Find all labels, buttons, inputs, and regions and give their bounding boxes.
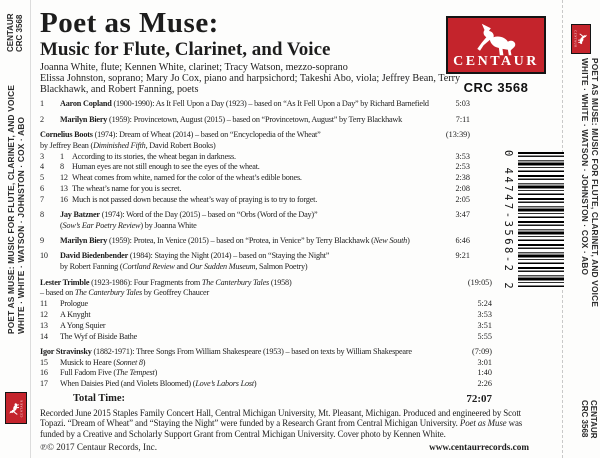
track-row [40, 195, 470, 206]
track-text: David Biedenbender (1984): Staying the Night (2014) – based on “Staying the Night” by Robert Fanning (Cortland Review and Our Sudden Museum, Salmon Poetry) [60, 251, 330, 272]
track-time: 9:21 [455, 251, 470, 261]
track-time: 5:24 [477, 299, 492, 309]
left-spine-title-line: WHITE · WHITE · WATSON · JOHNSTON · COX · ABO [15, 116, 26, 334]
track-row [40, 115, 470, 126]
track-number: 8 [40, 210, 44, 220]
album-subtitle: Music for Flute, Clarinet, and Voice [40, 39, 331, 60]
track-text: Much is not passed down because the wheat’s way of praying is to try to forget. [72, 194, 318, 204]
total-time-label: Total Time: [73, 393, 126, 405]
track-number: 17 [40, 379, 48, 389]
track-time: 3:47 [455, 210, 470, 220]
right-spine-catalog [580, 400, 598, 439]
track-row [40, 251, 470, 273]
right-spine-title-line: WHITE · WHITE · WATSON · JOHNSTON · COX · ABO [580, 58, 591, 276]
track-section [40, 251, 470, 273]
track-number: 13 [40, 320, 48, 330]
track-time: (19:05) [467, 277, 492, 287]
track-text: When Daisies Pied (and Violets Bloomed) (Love’s Labors Lost) [60, 379, 257, 389]
track-text: Lester Trimble (1923-1986): Four Fragments from The Canterbury Tales (1958) – based on The Canterbury Tales by Geoffrey Chaucer [40, 277, 292, 298]
track-number: 4 [40, 162, 44, 172]
track-text: A Knyght [60, 309, 91, 319]
left-spine-catalog [6, 13, 24, 52]
track-time: 2:26 [477, 379, 492, 389]
track-number: 15 [40, 357, 48, 367]
performer-credits [40, 63, 492, 95]
track-row [40, 236, 470, 247]
poem-number: 8 [60, 162, 64, 172]
track-section [40, 347, 492, 390]
track-section [40, 99, 470, 110]
track-time: 2:38 [455, 173, 470, 183]
track-row [40, 184, 470, 195]
credits-line: Blackhawk, and Robert Fanning, poets [40, 83, 199, 95]
left-spine-title [7, 85, 26, 334]
track-section [40, 278, 492, 343]
website-link: www.centaurrecords.com [429, 442, 529, 453]
track-time: 3:01 [477, 357, 492, 367]
track-text: Cornelius Boots (1974): Dream of Wheat (2014) – based on “Encyclopedia of the Wheat” by Jeffrey Bean (Diminished Fifth, David Robert Books) [40, 129, 321, 150]
track-time: 3:53 [477, 309, 492, 319]
left-spine-divider [30, 0, 31, 458]
track-time: 2:53 [455, 162, 470, 172]
track-text: The wheat’s name for you is secret. [72, 183, 182, 193]
centaur-wordmark: CENTAUR [574, 30, 578, 48]
track-text: Wheat comes from white, named for the color of the wheat’s edible bones. [72, 173, 302, 183]
track-text: Marilyn Biery (1959): Provincetown, August (2015) – based on “Provincetown, August” by Terry Blackhawk [60, 114, 403, 124]
track-time: 2:05 [455, 194, 470, 204]
track-row [40, 210, 470, 232]
track-row [40, 368, 492, 379]
poem-number: 13 [60, 183, 68, 193]
track-section [40, 130, 470, 206]
poem-number: 1 [60, 151, 64, 161]
track-number: 10 [40, 251, 48, 261]
centaur-wordmark: CENTAUR [453, 54, 539, 69]
catalog-number: CRC 3568 [463, 80, 529, 95]
production-note: Recorded June 2015 Staples Family Concert Hall, Central Michigan University, Mt. Pleasant, Michigan. Produced and engineered by Scott Topazi. “Dream of Wheat” and “Staying the Night” were funded by a Research Grant from Central Michigan University. Poet as Muse was funded by a Creative and Scholarly Support Grant from Central Michigan University. Cover photo by Kennen White. [40, 408, 523, 439]
track-section [40, 115, 470, 126]
track-number: 3 [40, 151, 44, 161]
track-time: 7:11 [455, 114, 470, 124]
track-row [40, 299, 492, 310]
poem-number: 16 [60, 194, 68, 204]
centaur-logo-icon [571, 24, 591, 54]
footer-row [40, 442, 529, 452]
track-text: Prologue [60, 299, 88, 309]
track-section [40, 236, 470, 247]
track-row [40, 379, 492, 390]
track-text: Musick to Heare (Sonnet 8) [60, 357, 146, 367]
centaur-horse-icon [9, 399, 24, 417]
left-spine-label-line: CENTAUR [6, 13, 15, 52]
credits-line: Joanna White, flute; Kennen White, clarinet; Tracy Watson, mezzo-soprano [40, 62, 348, 73]
track-row [40, 152, 470, 163]
left-spine-label-line: CRC 3568 [15, 14, 24, 52]
track-time: 6:46 [455, 236, 470, 246]
barcode-icon [518, 152, 564, 288]
barcode-number: 0 44747-3568-2 2 [502, 150, 514, 292]
track-number: 6 [40, 183, 44, 193]
track-text: Human eyes are not still enough to see the eyes of the wheat. [72, 162, 260, 172]
work-header-row [40, 130, 470, 152]
track-row [40, 173, 470, 184]
centaur-logo-icon [5, 392, 27, 424]
track-section [40, 210, 470, 232]
track-number: 5 [40, 173, 44, 183]
track-number: 7 [40, 194, 44, 204]
track-time: (7:09) [471, 346, 492, 356]
track-text: Igor Stravinsky (1882-1971): Three Songs From William Shakespeare (1953) – based on texts by William Shakespeare [40, 346, 412, 356]
track-time: 3:53 [455, 151, 470, 161]
track-time: 3:51 [477, 320, 492, 330]
right-spine-label-line: CENTAUR [589, 400, 598, 439]
track-text: Aaron Copland (1900-1990): As It Fell Upon a Day (1923) – based on “As It Fell Upon a Day” by Richard Barnefield [60, 99, 429, 109]
track-row [40, 310, 492, 321]
track-number: 14 [40, 331, 48, 341]
album-title: Poet as Muse: [40, 7, 219, 39]
track-text: Full Fadom Five (The Tempest) [60, 368, 158, 378]
track-number: 11 [40, 299, 48, 309]
track-number: 2 [40, 114, 44, 124]
right-spine-title-line: POET AS MUSE: MUSIC FOR FLUTE, CLARINET, AND VOICE [590, 58, 600, 308]
track-row [40, 321, 492, 332]
right-spine-title [580, 58, 599, 307]
copyright-text: ℗© 2017 Centaur Records, Inc. [40, 442, 158, 453]
right-spine-label-line: CRC 3568 [580, 400, 589, 438]
track-number: 12 [40, 309, 48, 319]
track-row [40, 332, 492, 343]
centaur-horse-icon [574, 30, 588, 47]
track-number: 16 [40, 368, 48, 378]
track-text: A Yong Squier [60, 320, 106, 330]
poem-number: 12 [60, 173, 68, 183]
credits-line: Elissa Johnston, soprano; Mary Jo Cox, piano and harpsichord; Takeshi Abo, viola; Jeffrey Bean, Terry [40, 72, 461, 84]
track-list [40, 99, 492, 390]
track-time: (13:39) [445, 129, 470, 139]
track-row [40, 358, 492, 369]
total-time-value: 72:07 [466, 393, 492, 406]
track-text: According to its stories, the wheat began in darkness. [72, 151, 236, 161]
work-header-row [40, 278, 492, 300]
centaur-wordmark: CENTAUR [19, 399, 24, 417]
work-header-row [40, 347, 492, 358]
track-time: 5:03 [455, 99, 470, 109]
track-time: 5:55 [477, 331, 492, 341]
total-time-row [40, 393, 492, 405]
track-row [40, 162, 470, 173]
track-time: 2:08 [455, 183, 470, 193]
track-text: Marilyn Biery (1959): Protea, In Venice (2015) – based on “Protea, in Venice” by Terry Blackhawk (New South) [60, 236, 410, 246]
track-text: Jay Batzner (1974): Word of the Day (2015) – based on “Orbs (Word of the Day)” (Sow’s Ear Poetry Review) by Joanna White [60, 210, 318, 230]
track-number: 1 [40, 99, 44, 109]
track-row [40, 99, 470, 110]
track-time: 1:40 [477, 368, 492, 378]
left-spine-title-line: POET AS MUSE: MUSIC FOR FLUTE, CLARINET, AND VOICE [6, 84, 16, 334]
track-number: 9 [40, 236, 44, 246]
track-text: The Wyf of Biside Bathe [60, 331, 138, 341]
